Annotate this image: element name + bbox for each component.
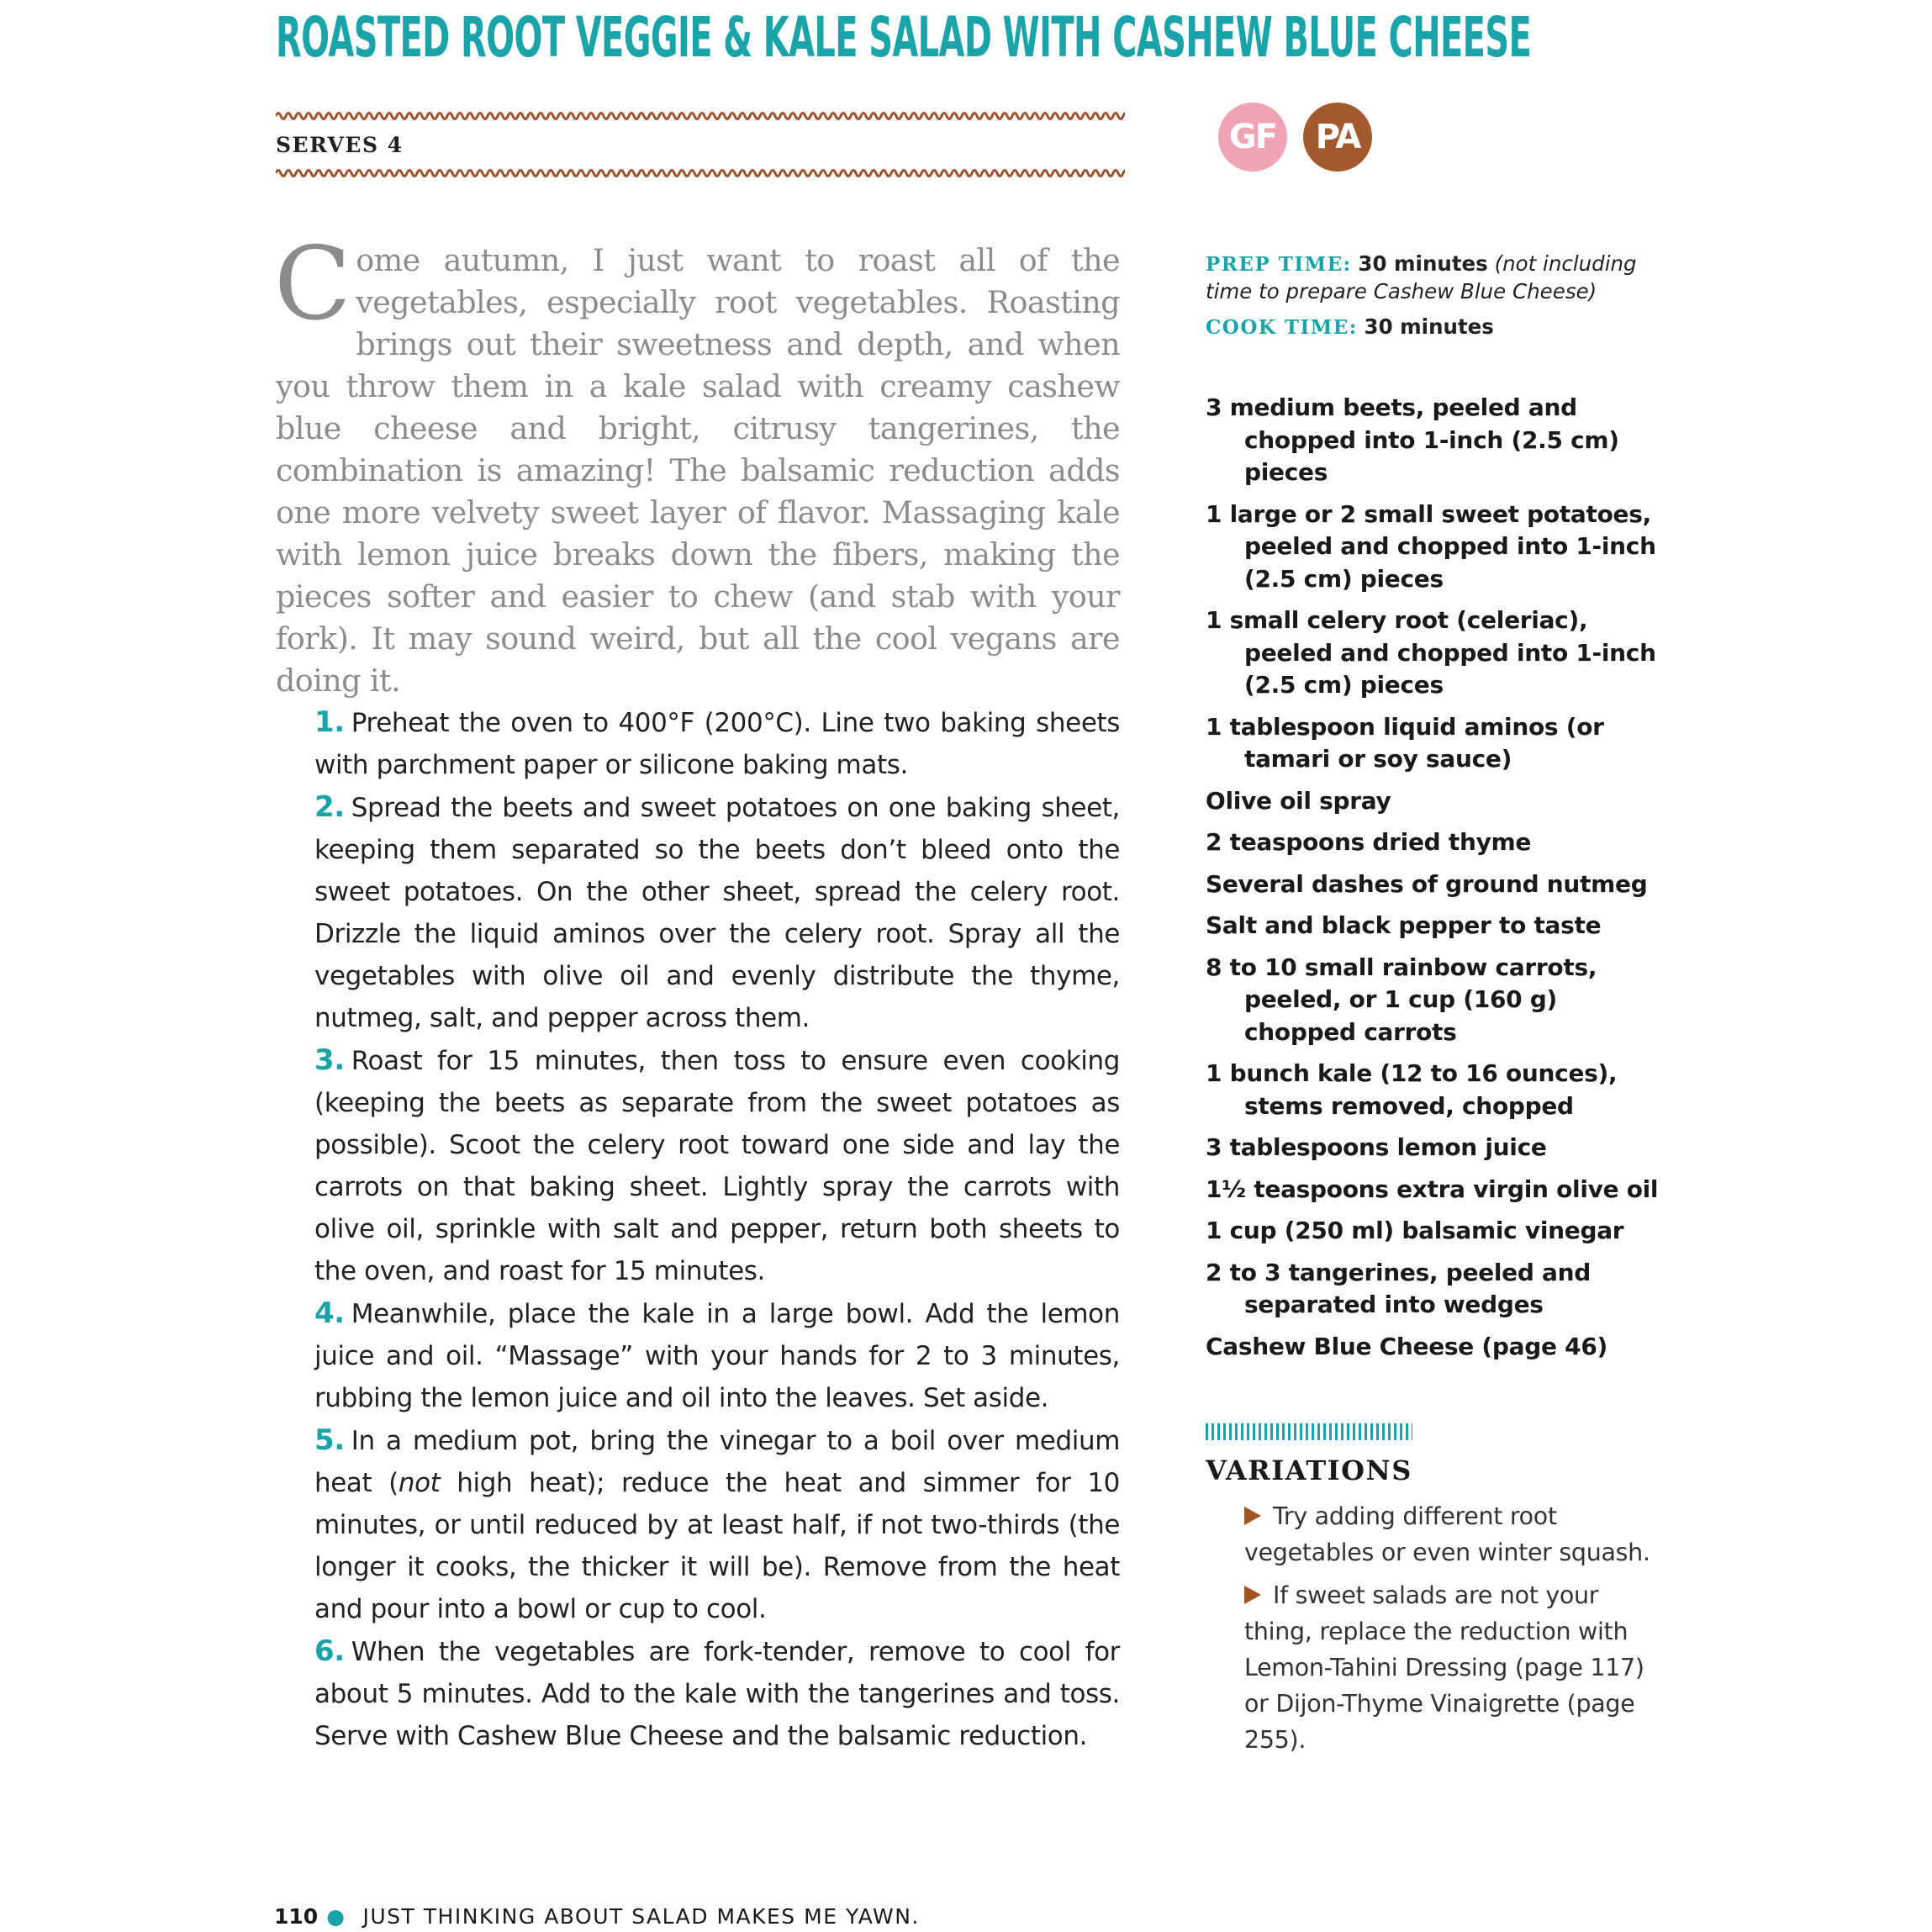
ingredient-item: 8 to 10 small rainbow carrots, peeled, or 1 cup (160 g) chopped carrots bbox=[1206, 953, 1597, 1046]
cook-time bbox=[1206, 314, 1660, 341]
step-5 bbox=[314, 1419, 1120, 1630]
ingredient-item: 1 large or 2 small sweet potatoes, peeled and chopped into 1-inch (2.5 cm) pieces bbox=[1206, 499, 1656, 593]
prep-time-label: PREP TIME: bbox=[1206, 253, 1352, 276]
step-number: 3. bbox=[314, 1043, 345, 1077]
ingredient-item: 2 teaspoons dried thyme bbox=[1206, 828, 1532, 856]
variations-list bbox=[1244, 1498, 1665, 1765]
step-number: 2. bbox=[314, 790, 345, 824]
ingredient-item: 2 to 3 tangerines, peeled and separated into wedges bbox=[1206, 1258, 1592, 1318]
ingredient-item: 3 tablespoons lemon juice bbox=[1206, 1133, 1547, 1161]
cook-time-value: 30 minutes bbox=[1364, 314, 1494, 339]
step-number: 1. bbox=[314, 705, 345, 739]
triangle-bullet-icon bbox=[1244, 1586, 1261, 1604]
step-text: Roast for 15 minutes, then toss to ensure even cooking (keeping the beets as separate from the sweet potatoes as possible). Scoot the celery root toward one side and lay the carrots on that baking sheet. Lightly spray the carrots with olive oil, sprinkle with salt and pepper, return both sheets to the oven, and roast for 15 minutes. bbox=[314, 1046, 1120, 1286]
step-text: Meanwhile, place the kale in a large bowl. Add the lemon juice and oil. “Massage” with your hands for 2 to 3 minutes, rubbing the lemon juice and oil into the leaves. Set aside. bbox=[314, 1299, 1120, 1413]
ingredient-list bbox=[1206, 392, 1676, 1372]
step-6 bbox=[314, 1630, 1120, 1757]
step-text: Spread the beets and sweet potatoes on one baking sheet, keeping them separated so the beets don’t bleed onto the sweet potatoes. On the other sheet, spread the celery root. Drizzle the liquid aminos over the celery root. Spray all the vegetables with olive oil and evenly distribute the thyme, nutmeg, salt, and pepper across them. bbox=[314, 793, 1120, 1033]
ingredient-item: 1 small celery root (celeriac), peeled and chopped into 1-inch (2.5 cm) pieces bbox=[1206, 606, 1656, 699]
ingredient-item: 1 bunch kale (12 to 16 ounces), stems removed, chopped bbox=[1206, 1059, 1618, 1120]
step-text-before: In a medium pot, bring the vinegar to a boil over medium heat ( bbox=[314, 1426, 1120, 1498]
badge-label-gf: GF bbox=[1228, 118, 1277, 156]
time-info bbox=[1206, 251, 1660, 341]
running-head: JUST THINKING ABOUT SALAD MAKES ME YAWN. bbox=[362, 1904, 920, 1929]
step-number: 5. bbox=[314, 1423, 345, 1457]
step-text-after: high heat); reduce the heat and simmer for 10 minutes, or until reduced by at least half, if not two-thirds (the longer it cooks, the thicker it will be). Remove from the heat and pour into a bowl or cup to cool. bbox=[314, 1468, 1120, 1624]
top-wavy-divider bbox=[276, 108, 1125, 124]
footer-bullet-icon: ● bbox=[326, 1904, 346, 1929]
ingredient-item: 3 medium beets, peeled and chopped into 1-inch (2.5 cm) pieces bbox=[1206, 393, 1619, 486]
page-number: 110 bbox=[274, 1904, 319, 1929]
ingredient-item: 1½ teaspoons extra virgin olive oil bbox=[1206, 1175, 1659, 1203]
step-3 bbox=[314, 1039, 1120, 1292]
variations-decorative-bar bbox=[1206, 1423, 1412, 1440]
step-text: When the vegetables are fork-tender, remove to cool for about 5 minutes. Add to the kale with the tangerines and toss. Serve with Cashew Blue Cheese and the balsamic reduction. bbox=[314, 1637, 1120, 1751]
ingredient-item: Salt and black pepper to taste bbox=[1206, 911, 1602, 939]
step-1 bbox=[314, 701, 1120, 786]
step-number: 6. bbox=[314, 1634, 345, 1668]
step-number: 4. bbox=[314, 1296, 345, 1330]
cook-time-label: COOK TIME: bbox=[1206, 316, 1358, 339]
ingredient-item: Olive oil spray bbox=[1206, 786, 1391, 815]
variation-item bbox=[1244, 1577, 1665, 1758]
page-footer bbox=[274, 1904, 920, 1929]
triangle-bullet-icon bbox=[1244, 1507, 1261, 1525]
variation-text: If sweet salads are not your thing, replace the reduction with Lemon-Tahini Dressing (page 117) or Dijon-Thyme Vinaigrette (page 255). bbox=[1244, 1581, 1644, 1754]
step-text: Preheat the oven to 400°F (200°C). Line two baking sheets with parchment paper or silicone baking mats. bbox=[314, 708, 1120, 780]
recipe-title: ROASTED ROOT VEGGIE & KALE SALAD WITH CASHEW BLUE CHEESE bbox=[276, 5, 1532, 70]
step-text-emphasis: not bbox=[398, 1468, 441, 1498]
ingredient-item: 1 tablespoon liquid aminos (or tamari or soy sauce) bbox=[1206, 712, 1604, 773]
bottom-wavy-divider bbox=[276, 165, 1125, 182]
prep-time-note: (not including time to prepare Cashew Blue Cheese) bbox=[1206, 251, 1637, 304]
method-steps bbox=[314, 701, 1120, 1757]
variations-heading: VARIATIONS bbox=[1206, 1454, 1412, 1486]
gluten-free-badge bbox=[1218, 103, 1287, 172]
prep-time-value: 30 minutes bbox=[1358, 251, 1488, 276]
ingredient-item: Several dashes of ground nutmeg bbox=[1206, 869, 1648, 898]
badge-label-pa: PA bbox=[1315, 118, 1360, 156]
variation-item bbox=[1244, 1498, 1665, 1570]
paleo-badge bbox=[1303, 103, 1372, 172]
step-4 bbox=[314, 1292, 1120, 1419]
ingredient-item: Cashew Blue Cheese (page 46) bbox=[1206, 1332, 1608, 1360]
prep-time bbox=[1206, 251, 1660, 305]
intro-text: ome autumn, I just want to roast all of the vegetables, especially root vegetables. Roasting brings out their sweetness and depth, and when you throw them in a kale salad with creamy cashew blue cheese and bright, citrusy tangerines, the combination is amazing! The balsamic reduction adds one more velvety sweet layer of flavor. Massaging kale with lemon juice breaks down the fibers, making the pieces softer and easier to chew (and stab with your fork). It may sound weird, but all the cool vegans are doing it. bbox=[276, 242, 1120, 699]
variation-text: Try adding different root vegetables or even winter squash. bbox=[1244, 1502, 1650, 1566]
step-2 bbox=[314, 786, 1120, 1039]
intro-paragraph bbox=[274, 226, 1120, 702]
ingredient-item: 1 cup (250 ml) balsamic vinegar bbox=[1206, 1217, 1624, 1244]
intro-dropcap: C bbox=[274, 226, 351, 343]
serves-label: SERVES 4 bbox=[276, 133, 404, 157]
